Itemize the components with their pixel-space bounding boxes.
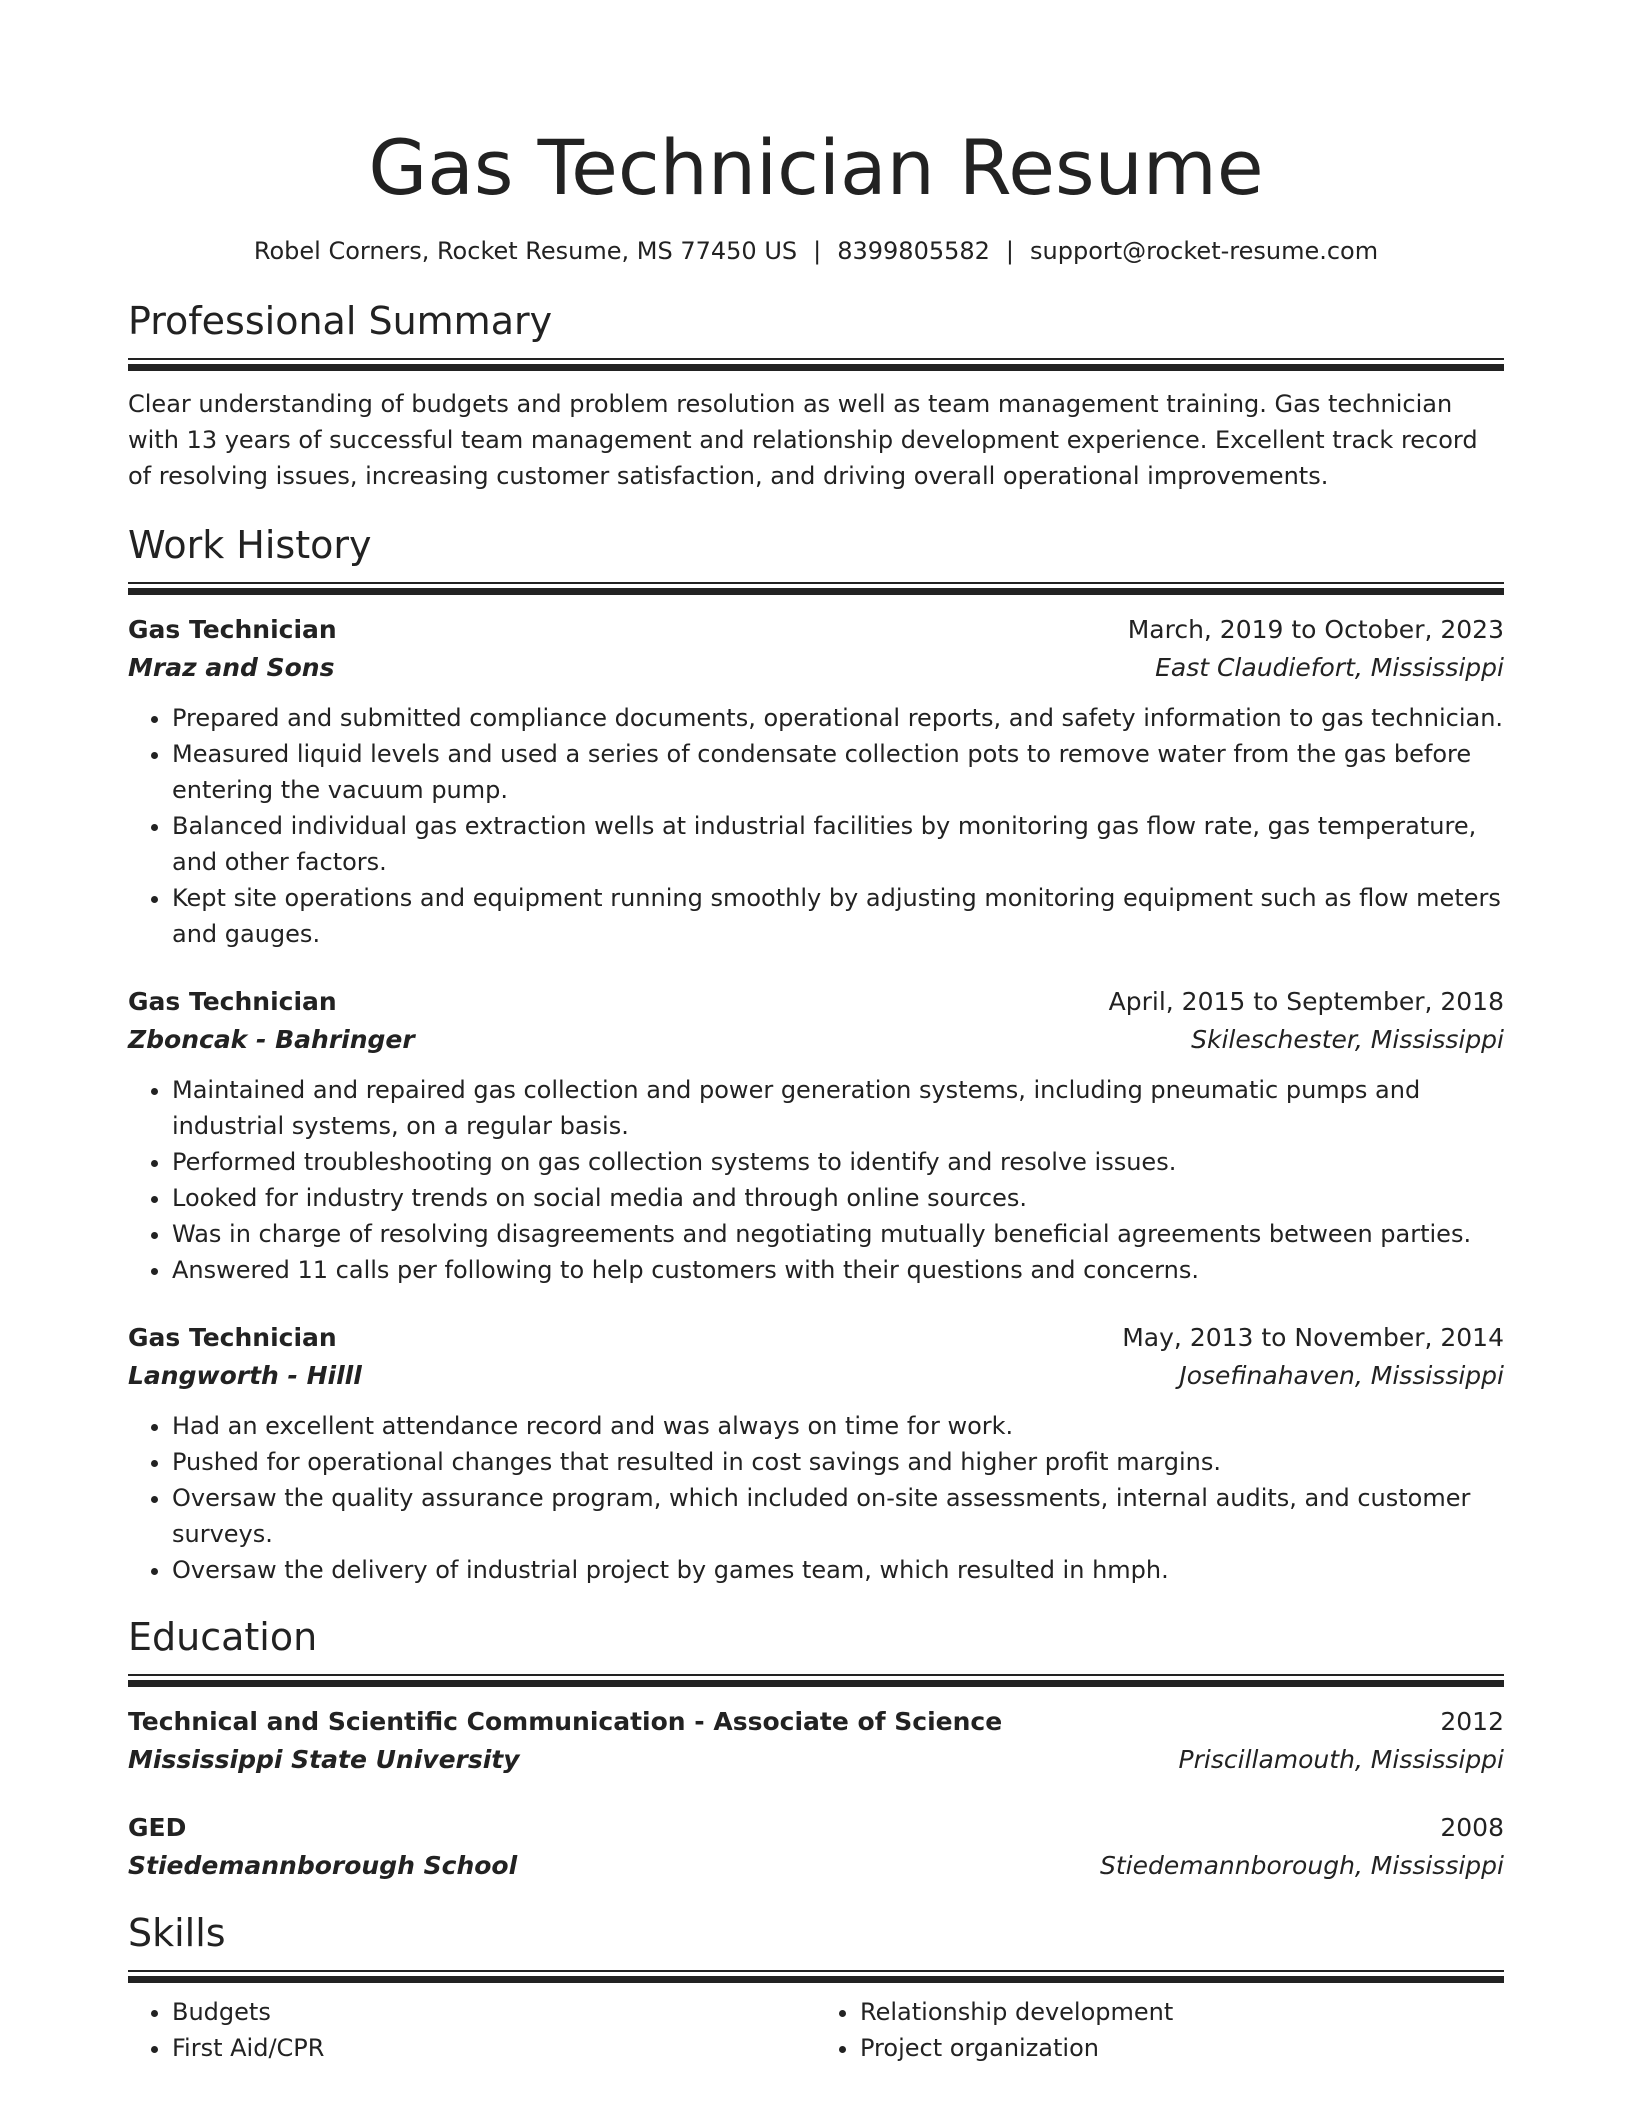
job-dates: May, 2013 to November, 2014 xyxy=(1122,1323,1504,1352)
skill-item: • First Aid/CPR xyxy=(172,2030,816,2066)
list-item: • Answered 11 calls per following to help customers with their questions and concerns. xyxy=(172,1252,1504,1288)
section-divider xyxy=(128,358,1504,372)
list-item: • Performed troubleshooting on gas collection systems to identify and resolve issues. xyxy=(172,1144,1504,1180)
job-header-row xyxy=(128,1320,1504,1356)
list-item: • Had an excellent attendance record and was always on time for work. xyxy=(172,1408,1504,1444)
skills-grid xyxy=(128,1994,1504,2066)
job-title: Gas Technician xyxy=(128,987,337,1016)
job-company: Mraz and Sons xyxy=(128,653,335,682)
skills-section xyxy=(128,1908,1504,2066)
job-title: Gas Technician xyxy=(128,1323,337,1352)
education-entry xyxy=(128,1704,1504,1780)
education-location: Priscillamouth, Mississippi xyxy=(1178,1745,1504,1774)
page-title: Gas Technician Resume xyxy=(368,123,1264,212)
education-header-row xyxy=(128,1704,1504,1740)
list-item: • Oversaw the delivery of industrial project by games team, which resulted in hmph. xyxy=(172,1552,1504,1588)
contact-phone: 8399805582 xyxy=(837,237,990,265)
contact-separator: | xyxy=(1005,237,1015,265)
resume-page xyxy=(128,0,1504,2066)
skill-item: • Relationship development xyxy=(860,1994,1504,2030)
job-company-row xyxy=(128,648,1504,688)
list-item: • Balanced individual gas extraction wells at industrial facilities by monitoring gas flow rate, gas temperature, and other factors. xyxy=(172,808,1504,880)
list-item: • Measured liquid levels and used a series of condensate collection pots to remove water from the gas before entering the vacuum pump. xyxy=(172,736,1504,808)
section-heading-education: Education xyxy=(128,1615,318,1659)
job-company-row xyxy=(128,1356,1504,1396)
list-item: • Oversaw the quality assurance program, which included on-site assessments, internal audits, and customer surveys. xyxy=(172,1480,1504,1552)
contact-address: Robel Corners, Rocket Resume, MS 77450 US xyxy=(253,237,798,265)
job-location: Skileschester, Mississippi xyxy=(1191,1025,1504,1054)
list-item: • Pushed for operational changes that resulted in cost savings and higher profit margins. xyxy=(172,1444,1504,1480)
skills-list-right xyxy=(816,1994,1504,2066)
list-item: • Looked for industry trends on social media and through online sources. xyxy=(172,1180,1504,1216)
skill-item: • Project organization xyxy=(860,2030,1504,2066)
job-header-row xyxy=(128,984,1504,1020)
summary-section xyxy=(128,296,1504,494)
skills-list-left xyxy=(128,1994,816,2066)
section-divider xyxy=(128,1674,1504,1688)
education-header-row xyxy=(128,1810,1504,1846)
job-bullets xyxy=(128,1072,1504,1288)
education-school: Stiedemannborough School xyxy=(128,1851,518,1880)
job-company-row xyxy=(128,1020,1504,1060)
job-dates: April, 2015 to September, 2018 xyxy=(1108,987,1504,1016)
job-title: Gas Technician xyxy=(128,615,337,644)
job-bullets xyxy=(128,700,1504,952)
contact-separator: | xyxy=(813,237,822,265)
list-item: • Prepared and submitted compliance documents, operational reports, and safety information to gas technician. xyxy=(172,700,1504,736)
section-heading-work: Work History xyxy=(128,523,372,567)
education-school-row xyxy=(128,1740,1504,1780)
education-location: Stiedemannborough, Mississippi xyxy=(1100,1851,1504,1880)
education-school-row xyxy=(128,1846,1504,1886)
job-bullets xyxy=(128,1408,1504,1588)
job-company: Zboncak - Bahringer xyxy=(128,1025,415,1054)
contact-email: support@rocket-resume.com xyxy=(1030,237,1379,265)
list-item: • Kept site operations and equipment running smoothly by adjusting monitoring equipment such as flow meters and gauges. xyxy=(172,880,1504,952)
skill-item: • Budgets xyxy=(172,1994,816,2030)
section-heading-summary: Professional Summary xyxy=(128,299,553,343)
education-section xyxy=(128,1612,1504,1886)
education-entry xyxy=(128,1810,1504,1886)
section-heading-skills: Skills xyxy=(128,1911,226,1955)
education-year: 2008 xyxy=(1440,1813,1504,1842)
job-header-row xyxy=(128,612,1504,648)
work-section xyxy=(128,520,1504,1588)
section-divider xyxy=(128,582,1504,596)
job-location: Josefinahaven, Mississippi xyxy=(1179,1361,1504,1390)
job-company: Langworth - Hilll xyxy=(128,1361,362,1390)
job-dates: March, 2019 to October, 2023 xyxy=(1127,615,1504,644)
job-entry xyxy=(128,612,1504,952)
job-entry xyxy=(128,984,1504,1288)
job-location: East Claudiefort, Mississippi xyxy=(1155,653,1504,682)
contact-line xyxy=(128,234,1504,268)
education-school: Mississippi State University xyxy=(128,1745,520,1774)
education-year: 2012 xyxy=(1440,1707,1504,1736)
list-item: • Was in charge of resolving disagreements and negotiating mutually beneficial agreements between parties. xyxy=(172,1216,1504,1252)
education-degree: Technical and Scientific Communication - Associate of Science xyxy=(128,1707,1003,1736)
job-entry xyxy=(128,1320,1504,1588)
section-divider xyxy=(128,1970,1504,1984)
education-degree: GED xyxy=(128,1813,187,1842)
list-item: • Maintained and repaired gas collection and power generation systems, including pneumatic pumps and industrial systems, on a regular basis. xyxy=(172,1072,1504,1144)
summary-text: Clear understanding of budgets and problem resolution as well as team management training. Gas technician with 13 years of successful team management and relationship development experience. Excellent track record of resolving issues, increasing customer satisfaction, and driving overall operational improvements. xyxy=(128,390,1478,490)
